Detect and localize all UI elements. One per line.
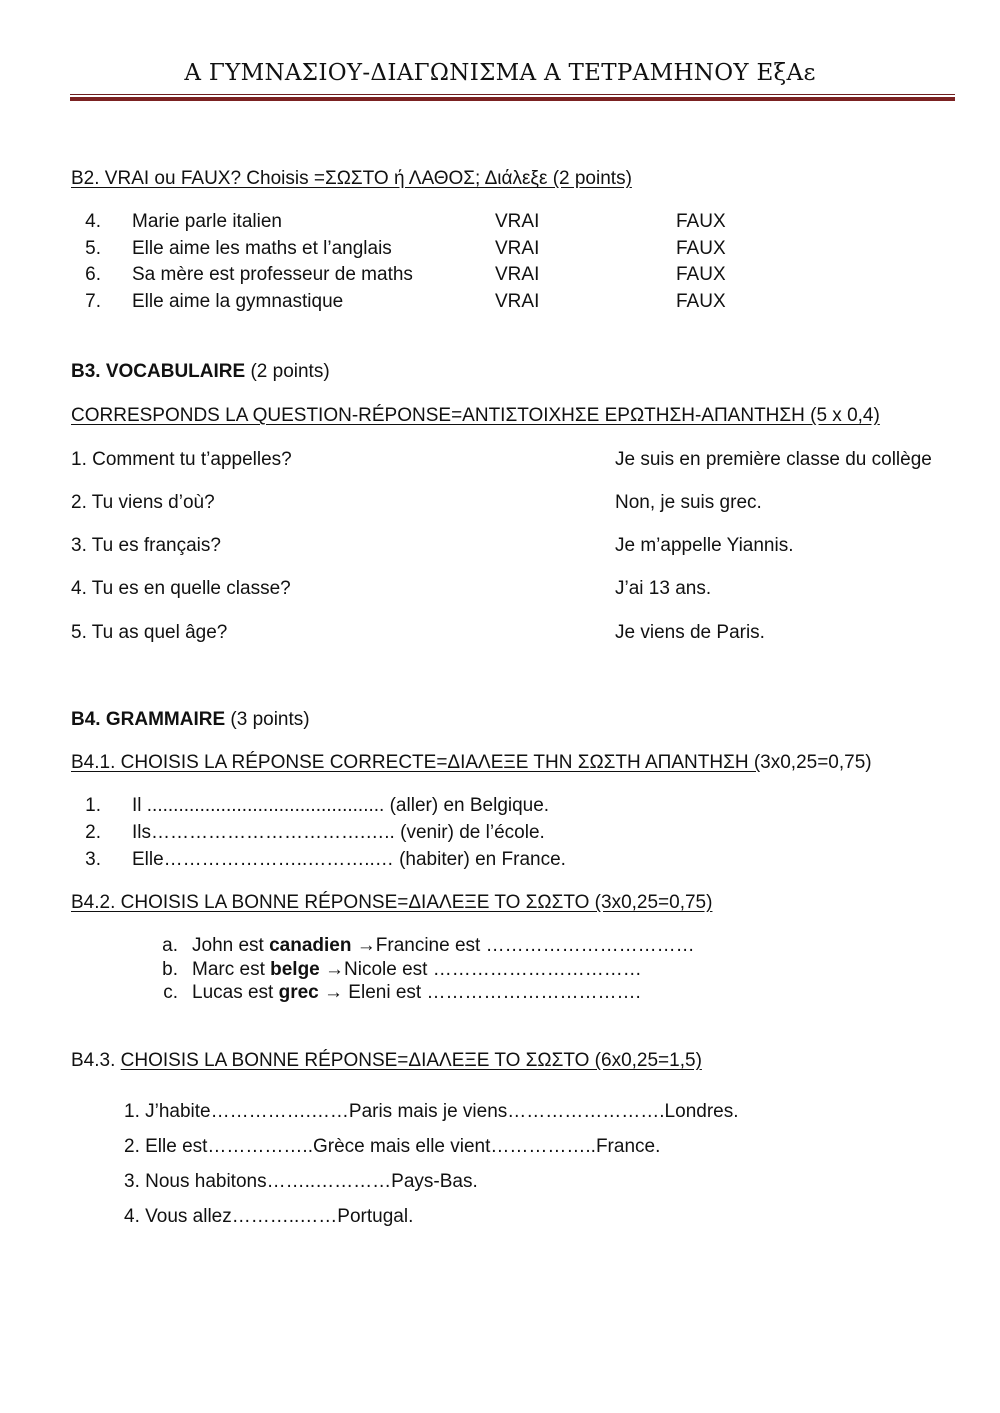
b42-item: a. — [162, 935, 178, 956]
b2-vrai-option[interactable]: VRAI — [495, 211, 540, 232]
b41-item-text[interactable]: Ils…………………………….….. (venir) de l’école. — [132, 822, 545, 843]
b2-vrai-option[interactable]: VRAI — [495, 264, 540, 285]
b3-answer: Je suis en première classe du collège — [615, 449, 932, 470]
b2-heading: B2. VRAI ou FAUX? Choisis =ΣΩΣΤΟ ή ΛΑΘΟΣ; Διάλεξε (2 points) — [71, 168, 632, 189]
b2-item: 5. — [85, 238, 101, 259]
b42-item-text[interactable]: Lucas est grec → Eleni est ……………………………. — [192, 982, 641, 1003]
b2-faux-option[interactable]: FAUX — [676, 291, 726, 312]
b4-heading: B4. GRAMMAIRE (3 points) — [71, 709, 310, 730]
b2-vrai-option[interactable]: VRAI — [495, 291, 540, 312]
b3-answer: J’ai 13 ans. — [615, 578, 712, 599]
b41-heading: B4.1. CHOISIS LA RÉPONSE CORRECTE=ΔΙΑΛΕΞΕ ΤΗΝ ΣΩΣΤΗ ΑΠΑΝΤΗΣΗ (3x0,25=0,75) — [71, 752, 872, 773]
b3-subheading: CORRESPONDS LA QUESTION-RÉPONSE=ΑΝΤΙΣΤΟΙΧΗΣΕ ΕΡΩΤΗΣΗ-ΑΠΑΝΤΗΣΗ (5 x 0,4) — [71, 405, 880, 426]
b43-item[interactable]: 1. J’habite…………….……Paris mais je viens…………………….Londres. — [124, 1101, 739, 1122]
b2-faux-option[interactable]: FAUX — [676, 264, 726, 285]
b3-question: 2. Tu viens d’où? — [71, 492, 215, 513]
b3-answer: Je viens de Paris. — [615, 622, 765, 643]
b2-item-text: Elle aime la gymnastique — [132, 291, 344, 312]
b3-question: 3. Tu es français? — [71, 535, 221, 556]
b42-item-text[interactable]: John est canadien →Francine est …………………………… — [192, 935, 695, 956]
b43-item[interactable]: 4. Vous allez………..……Portugal. — [124, 1206, 414, 1227]
b2-item-text: Marie parle italien — [132, 211, 282, 232]
b41-item: 2. — [85, 822, 101, 843]
b3-question: 4. Tu es en quelle classe? — [71, 578, 291, 599]
b2-faux-option[interactable]: FAUX — [676, 238, 726, 259]
b41-item-text[interactable]: Il ............................................. (aller) en Belgique. — [132, 795, 550, 816]
b2-item: 6. — [85, 264, 101, 285]
b2-faux-option[interactable]: FAUX — [676, 211, 726, 232]
b43-heading: B4.3. CHOISIS LA BONNE RÉPONSE=ΔΙΑΛΕΞΕ ΤΟ ΣΩΣΤΟ (6x0,25=1,5) — [71, 1050, 702, 1071]
page-title: Α ΓΥΜΝΑΣΙΟΥ-ΔΙΑΓΩΝΙΣΜΑ Α ΤΕΤΡΑΜΗΝΟΥ ΕξΑε — [184, 60, 816, 86]
b2-item-text: Elle aime les maths et l’anglais — [132, 238, 392, 259]
b2-item: 7. — [85, 291, 101, 312]
b41-item: 3. — [85, 849, 101, 870]
b3-heading: B3. VOCABULAIRE (2 points) — [71, 361, 330, 382]
b3-answer: Je m’appelle Yiannis. — [615, 535, 794, 556]
b3-question: 1. Comment tu t’appelles? — [71, 449, 292, 470]
header-rule-thick — [70, 97, 955, 101]
b42-item: b. — [162, 959, 178, 980]
b41-item: 1. — [85, 795, 101, 816]
b3-question: 5. Tu as quel âge? — [71, 622, 228, 643]
b2-vrai-option[interactable]: VRAI — [495, 238, 540, 259]
b42-item: c. — [163, 982, 178, 1003]
b41-item-text[interactable]: Elle…………………..………..… (habiter) en France. — [132, 849, 566, 870]
b42-heading: B4.2. CHOISIS LA BONNE RÉPONSE=ΔΙΑΛΕΞΕ ΤΟ ΣΩΣΤΟ (3x0,25=0,75) — [71, 892, 713, 913]
header-rule-thin — [70, 94, 955, 95]
b2-item-text: Sa mère est professeur de maths — [132, 264, 413, 285]
b43-item[interactable]: 3. Nous habitons……..…………Pays-Bas. — [124, 1171, 478, 1192]
b2-item: 4. — [85, 211, 101, 232]
b42-item-text[interactable]: Marc est belge →Nicole est …………………………… — [192, 959, 642, 980]
b3-answer: Non, je suis grec. — [615, 492, 762, 513]
b43-item[interactable]: 2. Elle est……………..Grèce mais elle vient……………..France. — [124, 1136, 661, 1157]
